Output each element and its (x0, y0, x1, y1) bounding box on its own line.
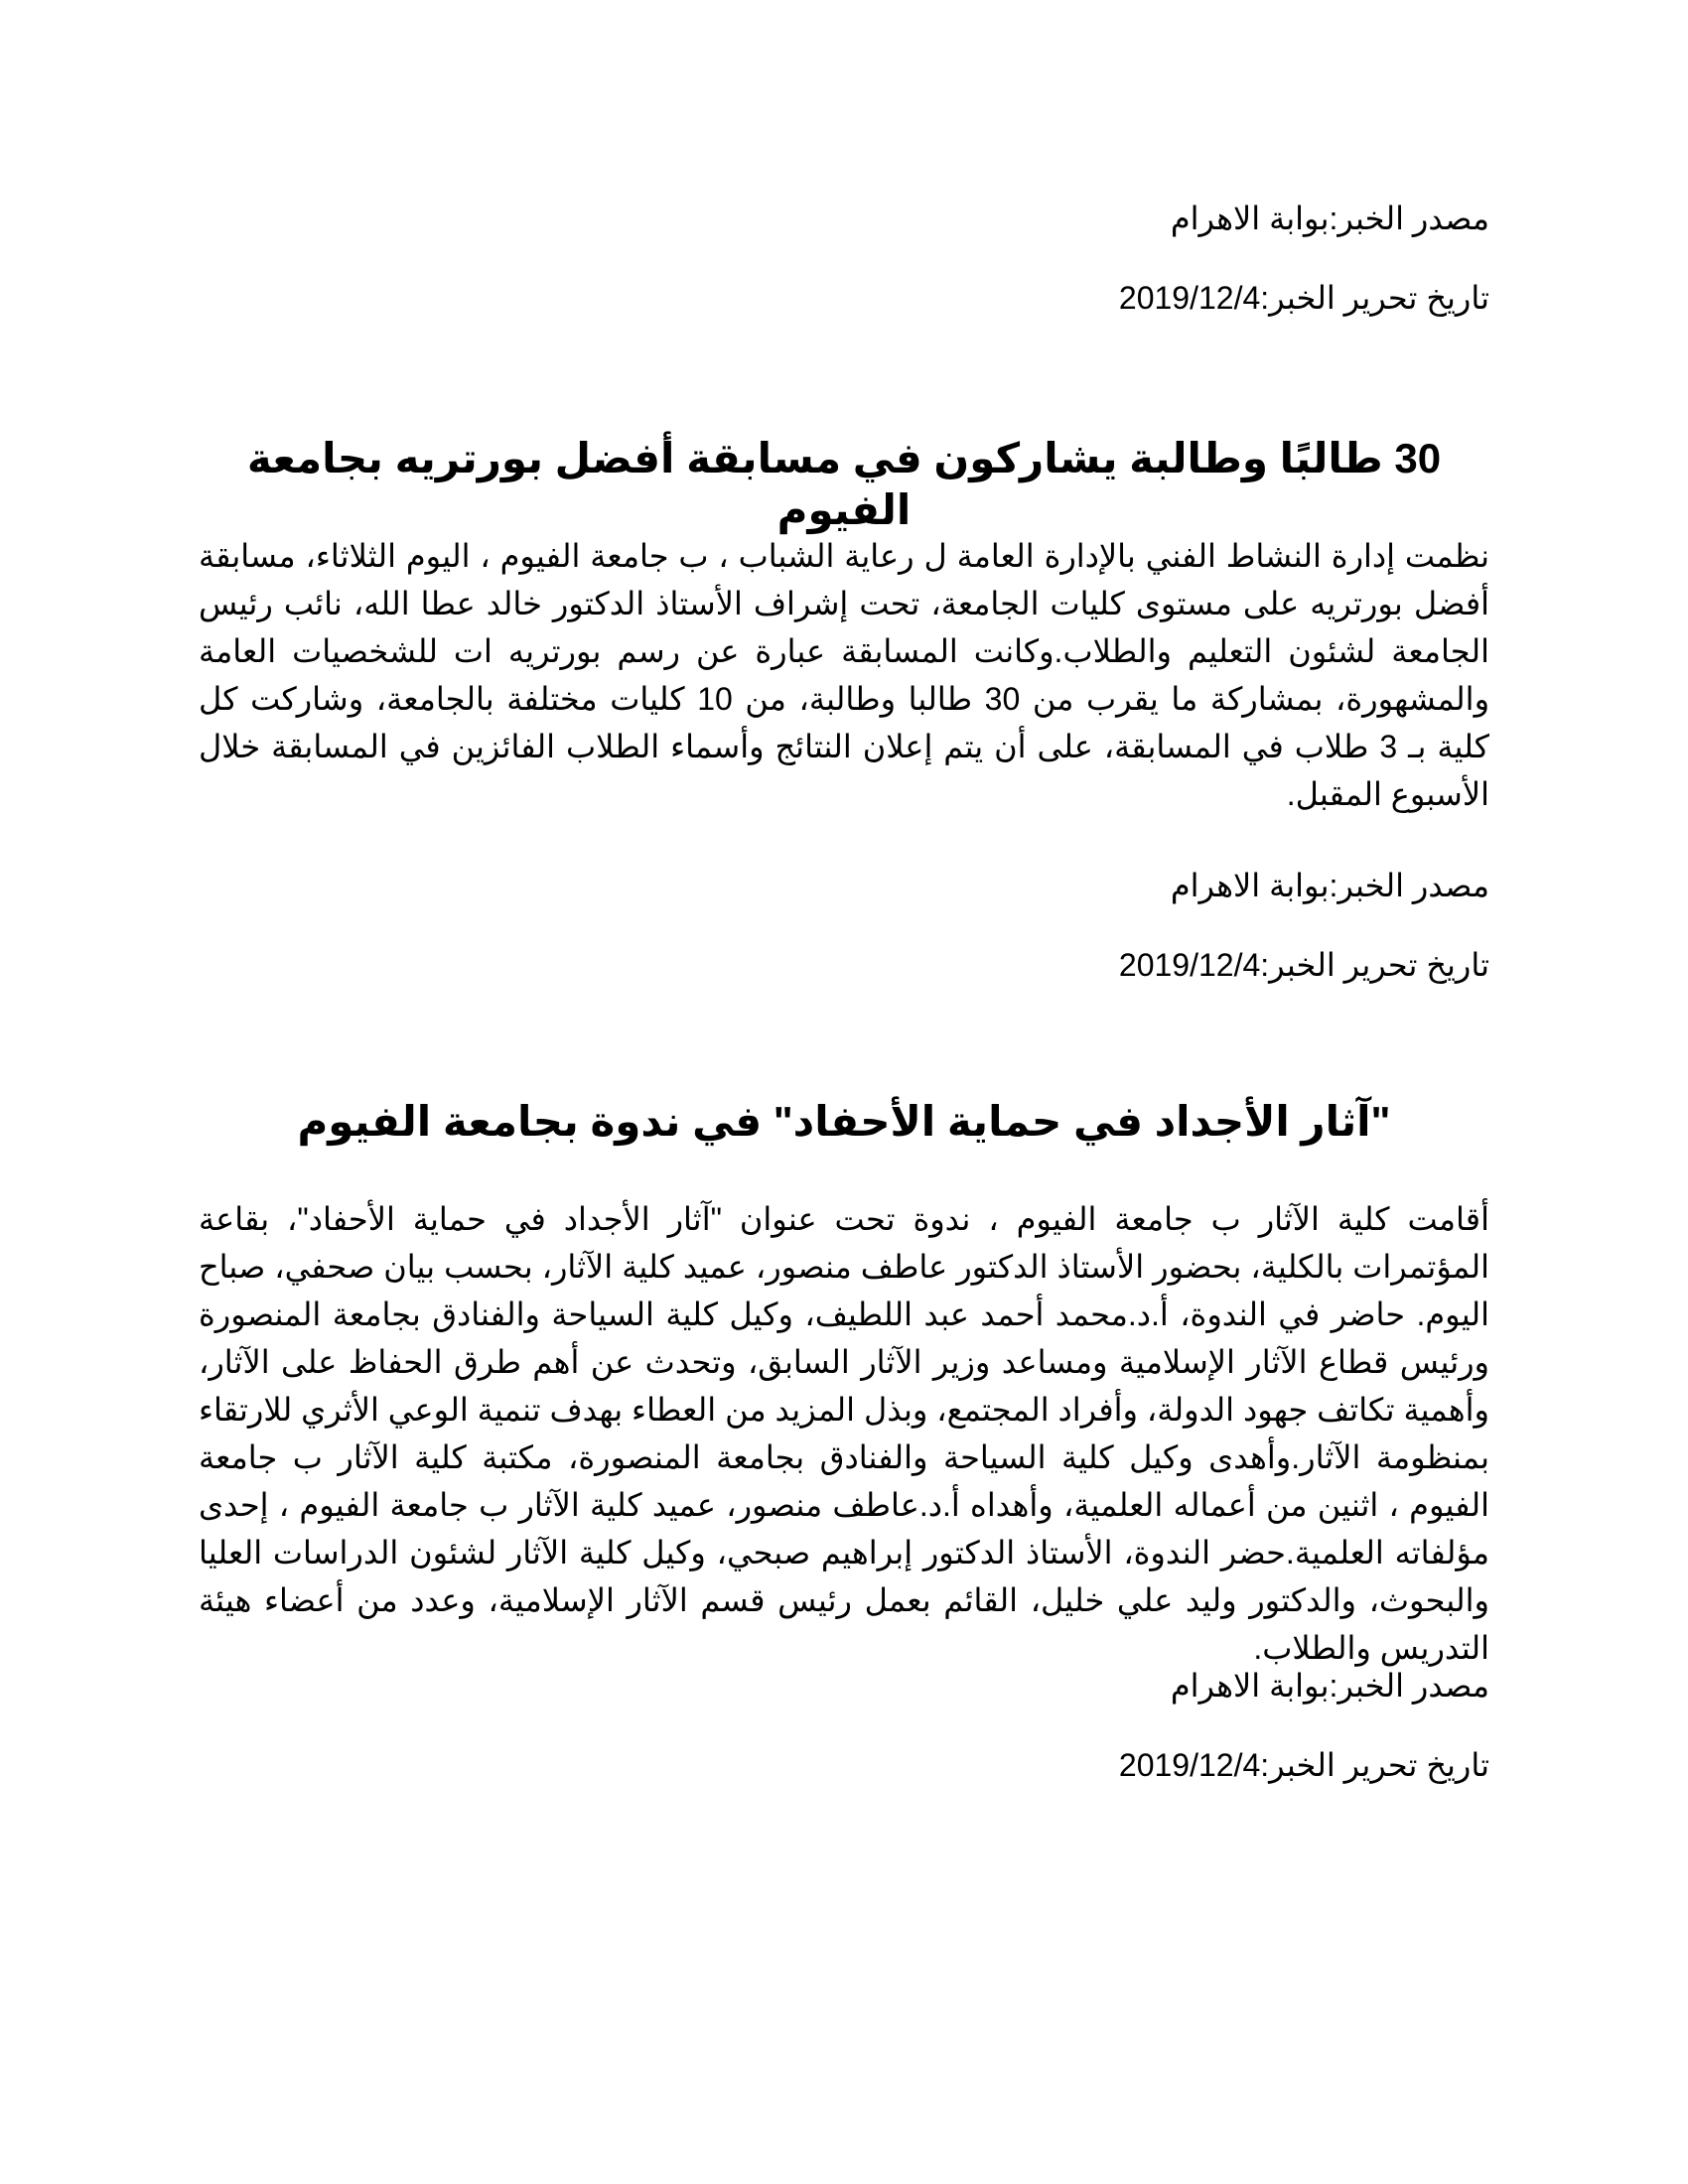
article-title-portrait: 30 طالبًا وطالبة يشاركون في مسابقة أفضل بورتريه بجامعة الفيوم (246, 435, 1442, 533)
news-source-2: مصدر الخبر:بوابة الاهرام (1170, 868, 1489, 903)
news-date-3: تاريخ تحرير الخبر:2019/12/4 (1118, 1747, 1489, 1783)
news-date-2: تاريخ تحرير الخبر:2019/12/4 (1118, 947, 1489, 983)
article-body-symposium: أقامت كلية الآثار ب جامعة الفيوم ، ندوة تحت عنوان "آثار الأجداد في حماية الأحفاد"، بقاعة المؤتمرات بالكلية، بحضور الأستاذ الدكتور عاطف منصور، عميد كلية الآثار، بحسب بيان صحفي، صباح اليوم. حاضر في الندوة، أ.د.محمد أحمد عبد اللطيف، وكيل كلية السياحة والفنادق بجامعة المنصورة ورئيس قطاع الآثار الإسلامية ومساعد وزير الآثار السابق، وتحدث عن أهم طرق الحفاظ على الآثار، وأهمية تكاتف جهود الدولة، وأفراد المجتمع، وبذل المزيد من العطاء بهدف تنمية الوعي الأثري للارتقاء بمنظومة الآثار.وأهدى وكيل كلية السياحة والفنادق بجامعة المنصورة، مكتبة كلية الآثار ب جامعة الفيوم ، اثنين من أعماله العلمية، وأهداه أ.د.عاطف منصور، عميد كلية الآثار ب جامعة الفيوم ، إحدى مؤلفاته العلمية.حضر الندوة، الأستاذ الدكتور إبراهيم صبحي، وكيل كلية الآثار لشئون الدراسات العليا والبحوث، والدكتور وليد علي خليل، القائم بعمل رئيس قسم الآثار الإسلامية، وعدد من أعضاء هيئة التدريس والطلاب. (199, 1201, 1490, 1666)
news-source-3: مصدر الخبر:بوابة الاهرام (1170, 1668, 1489, 1704)
article-body-portrait: نظمت إدارة النشاط الفني بالإدارة العامة ل رعاية الشباب ، ب جامعة الفيوم ، اليوم الثلاثاء، مسابقة أفضل بورتريه على مستوى كليات الجامعة، تحت إشراف الأستاذ الدكتور خالد عطا الله، نائب رئيس الجامعة لشئون التعليم والطلاب.وكانت المسابقة عبارة عن رسم بورتريه ات للشخصيات العامة والمشهورة، بمشاركة ما يقرب من 30 طالبا وطالبة، من 10 كليات مختلفة بالجامعة، وشاركت كل كلية بـ 3 طلاب في المسابقة، على أن يتم إعلان النتائج وأسماء الطلاب الفائزين في المسابقة خلال الأسبوع المقبل. (199, 538, 1490, 812)
news-source-1: مصدر الخبر:بوابة الاهرام (1170, 201, 1489, 236)
article-title-symposium: "آثار الأجداد في حماية الأحفاد" في ندوة بجامعة الفيوم (297, 1098, 1391, 1145)
document-page (199, 0, 1489, 2184)
news-date-1: تاريخ تحرير الخبر:2019/12/4 (1118, 280, 1489, 316)
